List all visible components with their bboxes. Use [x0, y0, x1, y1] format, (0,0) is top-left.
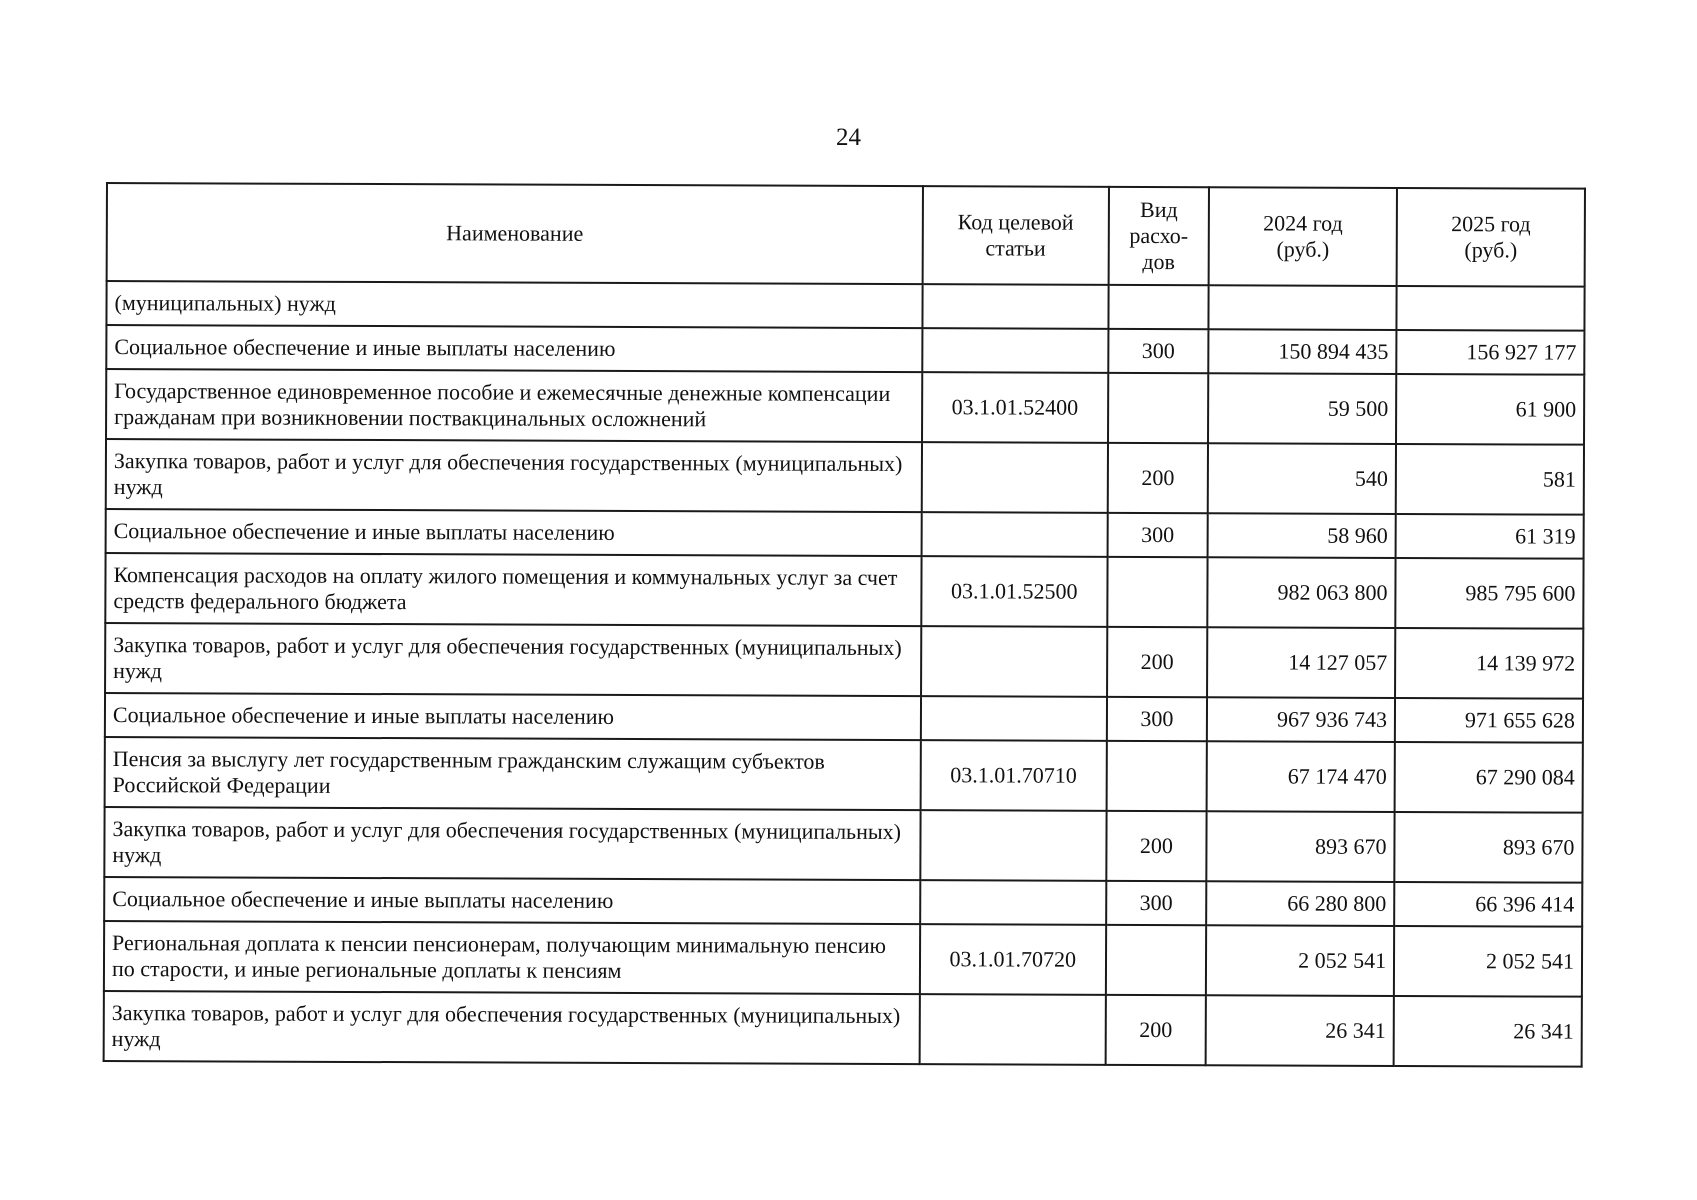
- row-2024: 66 280 800: [1206, 881, 1394, 926]
- table-row: [105, 623, 1583, 699]
- row-2025: 61 900: [1396, 374, 1584, 445]
- row-code: [919, 994, 1105, 1065]
- row-2025: 67 290 084: [1395, 742, 1583, 813]
- row-code: [922, 284, 1108, 329]
- row-2024: 59 500: [1208, 373, 1396, 444]
- row-name: Закупка товаров, работ и услуг для обеспечения государственных (муниципальных) нужд: [104, 807, 920, 880]
- row-type: 200: [1107, 443, 1208, 513]
- row-2025: 971 655 628: [1395, 698, 1583, 743]
- row-name: Закупка товаров, работ и услуг для обеспечения государственных (муниципальных) нужд: [105, 623, 921, 696]
- row-code: [921, 512, 1107, 557]
- row-2025: 2 052 541: [1394, 926, 1582, 997]
- row-type: 200: [1105, 995, 1206, 1065]
- row-type: 300: [1108, 329, 1209, 373]
- row-name: (муниципальных) нужд: [106, 281, 922, 328]
- row-type: 200: [1106, 811, 1207, 881]
- row-code: 03.1.01.70710: [920, 740, 1106, 811]
- row-name: Социальное обеспечение и иные выплаты населению: [105, 693, 921, 740]
- row-2025: 66 396 414: [1394, 882, 1582, 927]
- row-code: [922, 442, 1108, 513]
- page-number: 24: [836, 124, 861, 151]
- row-code: [920, 880, 1106, 925]
- row-2025: 581: [1396, 444, 1584, 515]
- table-header-row: [107, 183, 1585, 287]
- row-2024: 58 960: [1208, 513, 1396, 558]
- table-row: [104, 807, 1582, 883]
- header-name: Наименование: [107, 183, 923, 284]
- row-name: Закупка товаров, работ и услуг для обеспечения государственных (муниципальных) нужд: [106, 439, 922, 512]
- row-2025: 985 795 600: [1395, 558, 1583, 629]
- row-name: Пенсия за выслугу лет государственным гражданским служащим субъектов Российской Федерации: [105, 737, 921, 810]
- row-type: [1107, 557, 1208, 627]
- row-code: [920, 810, 1106, 881]
- row-2024: 982 063 800: [1208, 557, 1396, 628]
- row-2024: 893 670: [1207, 811, 1395, 882]
- row-type: [1106, 925, 1207, 995]
- row-2025: 14 139 972: [1395, 628, 1583, 699]
- row-2024: [1209, 285, 1397, 330]
- table-row: [106, 369, 1584, 445]
- row-2024: 967 936 743: [1207, 697, 1395, 742]
- row-name: Компенсация расходов на оплату жилого помещения и коммунальных услуг за счет средств федерального бюджета: [105, 553, 921, 626]
- row-code: [921, 696, 1107, 741]
- row-2025: 26 341: [1394, 996, 1582, 1067]
- table-row: [105, 553, 1583, 629]
- row-type: [1108, 373, 1209, 443]
- table-row: [104, 991, 1582, 1067]
- row-name: Социальное обеспечение и иные выплаты населению: [106, 325, 922, 372]
- row-type: [1106, 741, 1207, 811]
- row-code: [921, 626, 1107, 697]
- table-row: [104, 877, 1582, 927]
- table-row: [105, 737, 1583, 813]
- row-type: 300: [1106, 881, 1207, 925]
- table-row: [105, 693, 1583, 743]
- table-row: [106, 509, 1584, 559]
- row-type: 300: [1107, 513, 1208, 557]
- row-2025: 893 670: [1394, 812, 1582, 883]
- row-2025: 156 927 177: [1396, 330, 1584, 375]
- header-2025: 2025 год (руб.): [1397, 188, 1585, 287]
- row-name: Социальное обеспечение и иные выплаты населению: [104, 877, 920, 924]
- row-code: [922, 328, 1108, 373]
- row-2024: 14 127 057: [1207, 627, 1395, 698]
- row-code: 03.1.01.52400: [922, 372, 1108, 443]
- row-2024: 150 894 435: [1208, 329, 1396, 374]
- header-type: Вид расхо-дов: [1108, 187, 1209, 285]
- header-2024: 2024 год (руб.): [1209, 187, 1397, 286]
- row-type: 200: [1107, 627, 1208, 697]
- row-code: 03.1.01.70720: [920, 924, 1106, 995]
- table-row: [106, 439, 1584, 515]
- row-name: Региональная доплата к пенсии пенсионерам, получающим минимальную пенсию по старости, и иные региональные доплаты к пенсиям: [104, 921, 920, 994]
- row-name: Государственное единовременное пособие и ежемесячные денежные компенсации гражданам при возникновении поствакцинальных осложнений: [106, 369, 922, 442]
- budget-table: [103, 182, 1586, 1068]
- row-2024: 67 174 470: [1207, 741, 1395, 812]
- row-2025: 61 319: [1396, 514, 1584, 559]
- table-row: [106, 325, 1584, 375]
- row-2024: 540: [1208, 443, 1396, 514]
- row-name: Закупка товаров, работ и услуг для обеспечения государственных (муниципальных) нужд: [104, 991, 920, 1064]
- row-type: 300: [1107, 697, 1208, 741]
- row-2025: [1397, 286, 1585, 331]
- row-code: 03.1.01.52500: [921, 556, 1107, 627]
- row-2024: 26 341: [1206, 995, 1394, 1066]
- header-code: Код целевой статьи: [922, 186, 1108, 285]
- table-row: [106, 281, 1584, 331]
- row-2024: 2 052 541: [1206, 925, 1394, 996]
- row-name: Социальное обеспечение и иные выплаты населению: [106, 509, 922, 556]
- row-type: [1108, 285, 1209, 329]
- table-row: [104, 921, 1582, 997]
